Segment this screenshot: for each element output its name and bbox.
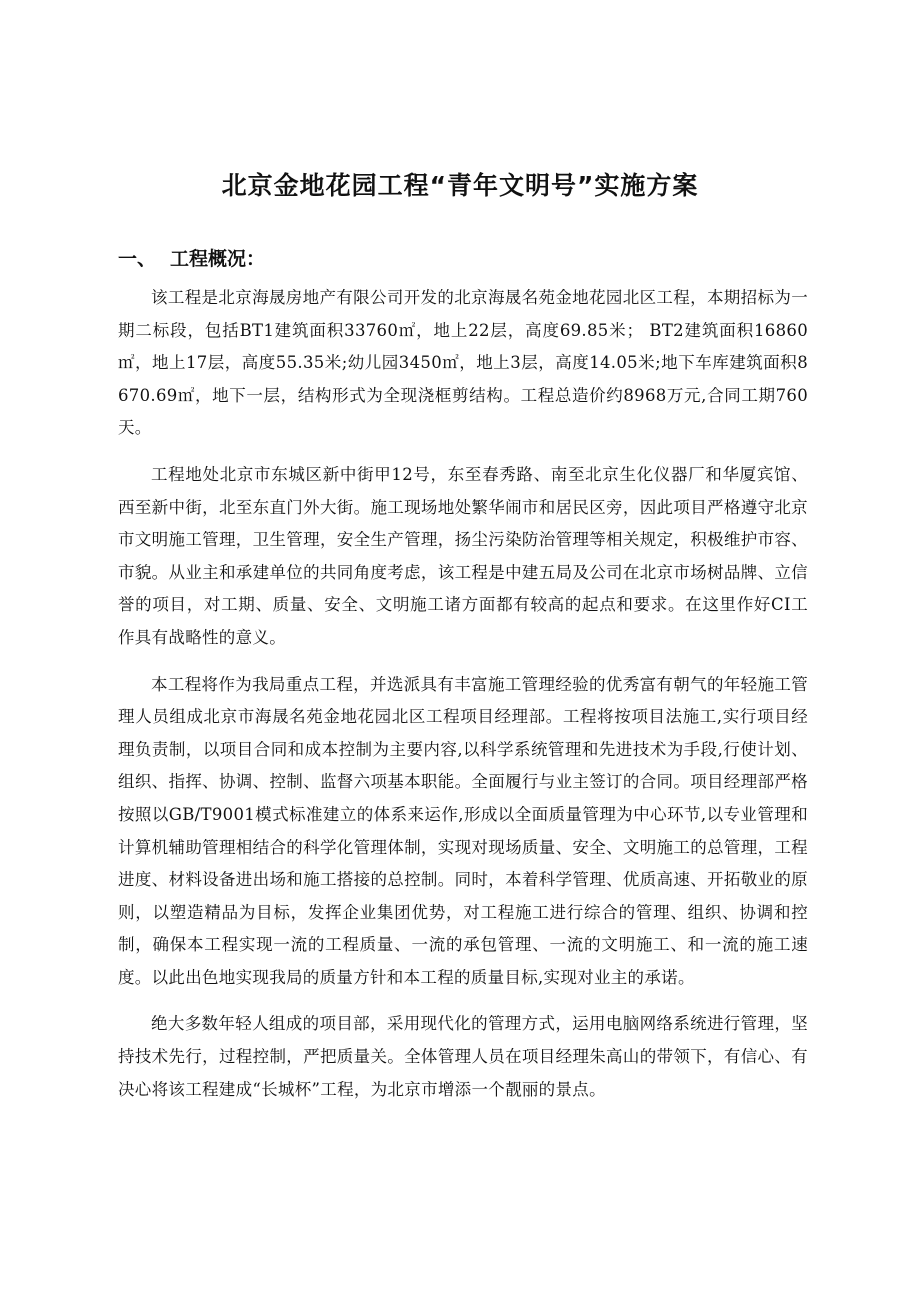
section-body xyxy=(118,282,808,1120)
paragraph-site-location: 工程地处北京市东城区新中街甲12号，东至春秀路、南至北京生化仪器厂和华厦宾馆、西至新中街，北至东直门外大街。施工现场地处繁华闹市和居民区旁，因此项目严格遵守北京市文明施工管理，卫生管理，安全生产管理，扬尘污染防治管理等相关规定，积极维护市容、市貌。从业主和承建单位的共同角度考虑，该工程是中建五局及公司在北京市场树品牌、立信誉的项目，对工期、质量、安全、文明施工诸方面都有较高的起点和要求。在这里作好CI工作具有战略性的意义。 xyxy=(118,464,808,647)
paragraph-team-goal: 绝大多数年轻人组成的项目部，采用现代化的管理方式，运用电脑网络系统进行管理，坚持技术先行，过程控制，严把质量关。全体管理人员在项目经理朱高山的带领下，有信心、有决心将该工程建成“长城杯”工程，为北京市增添一个靓丽的景点。 xyxy=(118,1014,808,1099)
section-number: 一、 xyxy=(118,248,157,270)
paragraph-management-approach: 本工程将作为我局重点工程，并选派具有丰富施工管理经验的优秀富有朝气的年轻施工管理人员组成北京市海晟名苑金地花园北区工程项目经理部。工程将按项目法施工,实行项目经理负责制，以项目合同和成本控制为主要内容,以科学系统管理和先进技术为手段,行使计划、组织、指挥、协调、控制、监督六项基本职能。全面履行与业主签订的合同。项目经理部严格按照以GB/T9001模式标准建立的体系来运作,形成以全面质量管理为中心环节,以专业管理和计算机辅助管理相结合的科学化管理体制，实现对现场质量、安全、文明施工的总管理，工程进度、材料设备进出场和施工搭接的总控制。同时，本着科学管理、优质高速、开拓敬业的原则，以塑造精品为目标，发挥企业集团优势，对工程施工进行综合的管理、组织、协调和控制，确保本工程实现一流的工程质量、一流的承包管理、一流的文明施工、和一流的施工速度。以此出色地实现我局的质量方针和本工程的质量目标,实现对业主的承诺。 xyxy=(118,674,808,987)
document-title: 北京金地花园工程“青年文明号”实施方案 xyxy=(221,171,699,200)
section-heading xyxy=(118,244,265,271)
paragraph-project-overview: 该工程是北京海晟房地产有限公司开发的北京海晟名苑金地花园北区工程，本期招标为一期二标段，包括BT1建筑面积33760㎡，地上22层，高度69.85米； BT2建筑面积16860㎡，地上17层，高度55.35米;幼儿园3450㎡，地上3层，高度14.05米;地下车库建筑面积8670.69㎡，地下一层，结构形式为全现浇框剪结构。工程总造价约8968万元,合同工期760天。 xyxy=(118,288,808,438)
section-title: 工程概况： xyxy=(170,248,266,270)
